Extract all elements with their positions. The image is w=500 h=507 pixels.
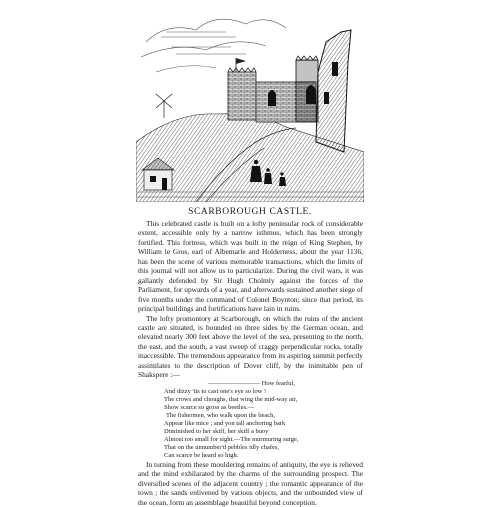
verse-line: And dizzy 'tis to cast one's eye so low ! (164, 387, 267, 395)
verse-line: Appear like mice ; and yon tall anchoring bark (164, 419, 286, 427)
shakespeare-verse (164, 380, 363, 460)
paragraph-3: In turning from these mouldering remains of antiquity, the eye is relieved and the mind exhilarated by the charms of the surrounding prospect. The diversified scenes of the adjacent country ; the romantic appearance of the town ; the sands enlivened by various objects, and the unbounded view of the ocean, form an assemblage beautiful beyond conception. (138, 459, 363, 507)
paragraph-1: This celebrated castle is built on a lofty peninsular rock of considerable extent, accessible only by a narrow isthmus, which has been strongly fortified. This fortress, which was built in the reign of King Stephen, by William le Gros, earl of Albemarle and Holderness, about the year 1136, has been the scene of various memorable transactions, which the limits of this journal will not allow us to particularize. During the civil wars, it was gallantly defended by Sir Hugh Cholmly against the forces of the Parliament, for upwards of a year, and afterwards sustained another siege of five months under the command of Colonel Boynton; since that period, its principal buildings and fortifications have lain in ruins. (138, 219, 363, 314)
verse-line: ———————— How fearful, (208, 379, 295, 387)
article-title: SCARBOROUGH CASTLE. (188, 207, 312, 217)
verse-line: The crows and choughs, that wing the mid-way air, (164, 395, 298, 403)
windmill (156, 94, 172, 118)
verse-line: That on the unnumber'd pebbles idly chafes, (164, 443, 280, 451)
article-body (138, 219, 363, 507)
verse-line: Almost too small for sight.—The murmuring surge, (164, 435, 299, 443)
verse-line: Show scarce so gross as beetles.— (164, 403, 255, 411)
verse-line: The fishermen, who walk upon the beach, (166, 411, 276, 419)
castle-engraving (136, 2, 364, 202)
verse-line: Can scarce be heard so high. (164, 451, 239, 459)
verse-line: Diminished to her skiff, her skiff a buoy (164, 427, 269, 435)
clouds (141, 19, 286, 72)
paragraph-2: The lofty promontory at Scarborough, on which the ruins of the ancient castle are situated, is bounded on three sides by the German ocean, and elevated nearly 300 feet above the level of the sea, presenting to the north, the east, and the south, a vast sweep of craggy perpendicular rocks, totally inaccessible. The tremendous appearance from its aspiring summit perfectly assimilates to the description of Dover cliff, by the inimitable pen of Shakspere :— (138, 313, 363, 380)
